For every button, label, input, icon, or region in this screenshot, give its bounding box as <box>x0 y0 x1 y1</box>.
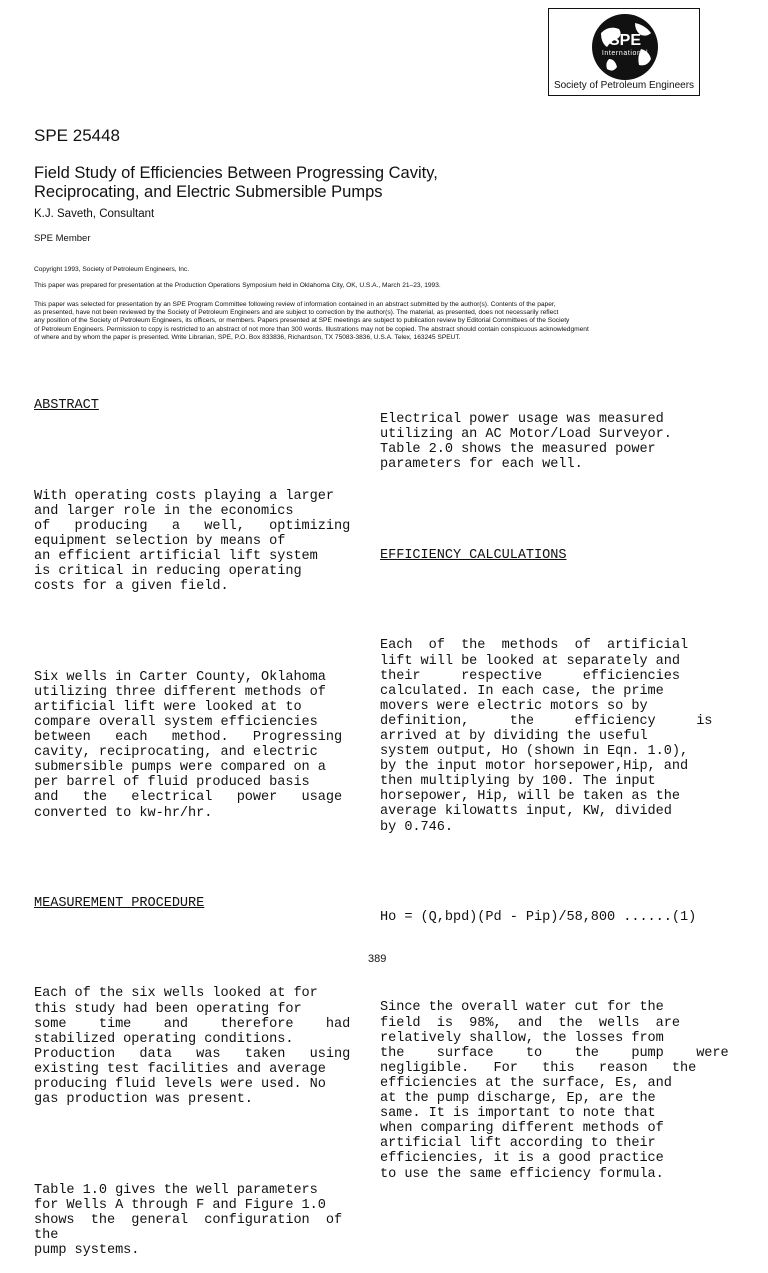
text-line: gas production was present. <box>34 1092 253 1108</box>
abstract-paragraph-1 <box>34 489 364 595</box>
text-line: for Wells A through F and Figure 1.0 <box>34 1197 326 1213</box>
measurement-paragraph-2 <box>34 1183 364 1258</box>
text-line: efficiencies at the surface, Es, and <box>380 1075 672 1091</box>
text-line: definition, the efficiency is <box>380 713 713 729</box>
text-line: utilizing three different methods of <box>34 684 326 700</box>
title-line-1: Field Study of Efficiencies Between Progressing Cavity, <box>34 164 438 182</box>
text-line: equipment selection by means of <box>34 533 286 549</box>
disclaimer-line: of Petroleum Engineers. Permission to copy is restricted to an abstract of not more than 300 words. Illustrations may not be copied. The abstract should contain conspicuous acknowledgment <box>34 325 589 333</box>
text-line: With operating costs playing a larger <box>34 488 334 504</box>
text-line: by 0.746. <box>380 819 453 835</box>
text-line: relatively shallow, the losses from <box>380 1030 664 1046</box>
text-line: at the pump discharge, Ep, are the <box>380 1091 656 1107</box>
text-line: then multiplying by 100. The input <box>380 774 656 790</box>
text-line: Table 2.0 shows the measured power <box>380 442 656 458</box>
society-name: Society of Petroleum Engineers <box>553 80 695 91</box>
disclaimer <box>34 301 724 342</box>
text-line: some time and therefore had <box>34 1016 351 1032</box>
text-line: Each of the methods of artificial <box>380 638 689 654</box>
logo-text: SPE <box>608 32 642 49</box>
text-line: submersible pumps were compared on a <box>34 760 326 776</box>
copyright-notice: Copyright 1993, Society of Petroleum Engineers, Inc. <box>34 266 190 273</box>
text-line: Six wells in Carter County, Oklahoma <box>34 669 326 685</box>
measurement-paragraph-1 <box>34 986 364 1107</box>
text-line: when comparing different methods of <box>380 1121 664 1137</box>
disclaimer-line: any position of the Society of Petroleum Engineers, its officers, or members. Papers presented at SPE meetings are subject to publication review by Editorial Committees of the Society <box>34 317 570 325</box>
text-line: costs for a given field. <box>34 579 229 595</box>
text-line: system output, Ho (shown in Eqn. 1.0), <box>380 744 689 760</box>
disclaimer-line: of where and by whom the paper is presented. Write Librarian, SPE, P.O. Box 833836, Richardson, TX 75083-3836, U.S.A. Telex, 163245 SPEUT. <box>34 333 461 341</box>
text-line: stabilized operating conditions. <box>34 1031 294 1047</box>
text-line: per barrel of fluid produced basis <box>34 775 310 791</box>
text-line: efficiencies, it is a good practice <box>380 1151 664 1167</box>
text-line: Table 1.0 gives the well parameters <box>34 1182 318 1198</box>
abstract-heading: ABSTRACT <box>34 398 99 414</box>
text-line: pump systems. <box>34 1242 140 1258</box>
text-line: same. It is important to note that <box>380 1106 656 1122</box>
logo-subtext: International <box>601 50 649 57</box>
efficiency-paragraph-2 <box>380 1000 729 1182</box>
power-paragraph <box>380 412 710 472</box>
text-line: parameters for each well. <box>380 457 583 473</box>
paper-number: SPE 25448 <box>34 126 121 145</box>
text-line: this study had been operating for <box>34 1001 302 1017</box>
text-line: compare overall system efficiencies <box>34 714 318 730</box>
paper-title <box>34 164 534 202</box>
text-line: Each of the six wells looked at for <box>34 986 318 1002</box>
text-line: and the electrical power usage <box>34 790 343 806</box>
text-line: producing fluid levels were used. No <box>34 1077 326 1093</box>
text-line: existing test facilities and average <box>34 1061 326 1077</box>
text-line: shows the general configuration of <box>34 1212 343 1228</box>
left-column <box>34 368 364 1273</box>
text-line: calculated. In each case, the prime <box>380 683 664 699</box>
efficiency-heading: EFFICIENCY CALCULATIONS <box>380 547 567 563</box>
text-line: to use the same efficiency formula. <box>380 1166 664 1182</box>
text-line: utilizing an AC Motor/Load Surveyor. <box>380 427 672 443</box>
presentation-notice: This paper was prepared for presentation at the Production Operations Symposium held in Oklahoma City, OK, U.S.A., March 21–23, 1993. <box>34 282 441 289</box>
text-line: converted to kw-hr/hr. <box>34 805 213 821</box>
text-line: Electrical power usage was measured <box>380 412 664 428</box>
text-line: negligible. For this reason the <box>380 1060 697 1076</box>
text-line: artificial lift were looked at to <box>34 699 302 715</box>
disclaimer-line: as presented, have not been reviewed by the Society of Petroleum Engineers and are subject to correction by the author(s). The material, as presented, does not necessarily reflect <box>34 309 559 317</box>
title-line-2: Reciprocating, and Electric Submersible Pumps <box>34 183 383 201</box>
text-line: by the input motor horsepower,Hip, and <box>380 759 689 775</box>
text-line: artificial lift according to their <box>380 1136 656 1152</box>
page-number: 389 <box>368 953 387 965</box>
disclaimer-line: This paper was selected for presentation by an SPE Program Committee following review of information contained in an abstract submitted by the author(s). Contents of the paper, <box>34 301 556 308</box>
text-line: Since the overall water cut for the <box>380 1000 664 1016</box>
text-line: of producing a well, optimizing <box>34 518 351 534</box>
text-line: movers were electric motors so by <box>380 698 648 714</box>
efficiency-paragraph-1 <box>380 638 713 835</box>
text-line: average kilowatts input, KW, divided <box>380 804 672 820</box>
text-line: arrived at by dividing the useful <box>380 728 648 744</box>
author: K.J. Saveth, Consultant <box>34 208 155 220</box>
text-line: between each method. Progressing <box>34 730 343 746</box>
equation-1: Ho = (Q,bpd)(Pd - Pip)/58,800 ......(1) <box>380 910 697 925</box>
measurement-heading: MEASUREMENT PROCEDURE <box>34 896 205 911</box>
text-line: cavity, reciprocating, and electric <box>34 745 318 761</box>
text-line: and larger role in the economics <box>34 503 294 519</box>
right-column <box>380 382 729 1197</box>
text-line: an efficient artificial lift system <box>34 549 318 565</box>
text-line: Production data was taken using <box>34 1046 351 1062</box>
text-line: lift will be looked at separately and <box>380 653 680 669</box>
text-line: horsepower, Hip, will be taken as the <box>380 789 680 805</box>
text-line: field is 98%, and the wells are <box>380 1015 680 1031</box>
membership: SPE Member <box>34 233 91 244</box>
text-line: their respective efficiencies <box>380 668 680 684</box>
abstract-paragraph-2 <box>34 670 364 821</box>
text-line: is critical in reducing operating <box>34 564 302 580</box>
text-line: the surface to the pump were <box>380 1045 729 1061</box>
text-line: the <box>34 1227 59 1243</box>
